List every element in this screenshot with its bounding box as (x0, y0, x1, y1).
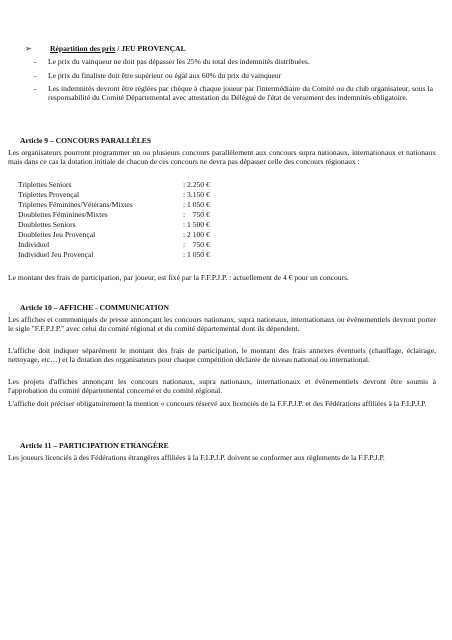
table-row (18, 220, 268, 230)
table-row (18, 240, 268, 250)
article-9-montant: Le montant des frais de participation, par joueur, est fixé par la F.F.P.J.P. : actuellement de 4 € pour un concours. (8, 273, 349, 282)
table-row (18, 250, 268, 260)
article-10-title: Article 10 – AFFICHE - COMMUNICATION (20, 303, 169, 312)
arrow-bullet-icon: ➢ (25, 44, 32, 53)
table-label: Triplettes Provençal (18, 190, 80, 199)
bullet-text: Les indemnités devront être réglées par chèque à chaque joueur par l'intermédiaire du Comité ou du club organisateur, sous la responsabilité du Comité Départemental avec attestation du Délégué de l'état de versement des indemnités obligatoire. (48, 84, 433, 103)
table-row (18, 190, 268, 200)
table-value: : 2 100 € (183, 230, 210, 239)
table-value: : 1 500 € (183, 220, 210, 229)
table-value: : 1 050 € (183, 200, 210, 209)
section-heading-prix: Répartition des prix / JEU PROVENÇAL (50, 44, 186, 53)
article-9-title: Article 9 – CONCOURS PARALLÈLES (20, 136, 152, 145)
table-label: Triplettes Seniors (18, 180, 72, 189)
article-10-paragraph-3: Les projets d'affiches annonçant les concours nationaux, supra nationaux, internationaux et évènementiels devront être soumis à l'approbation du comité départemental concerné et du comité régional. (8, 377, 436, 396)
list-item (34, 57, 434, 67)
table-row (18, 180, 268, 190)
table-row (18, 200, 268, 210)
dash-bullet: - (34, 57, 37, 66)
table-label: Doublettes Jeu Provençal (18, 230, 96, 239)
table-label: Individuel Jeu Provençal (18, 250, 94, 259)
table-value: : 750 € (183, 210, 210, 219)
table-value: : 2.250 € (183, 180, 210, 189)
bullet-text: Le prix du vainqueur ne doit pas dépasser les 25% du total des indemnités distribuées. (48, 57, 310, 66)
table-row (18, 230, 268, 240)
list-item (34, 84, 434, 114)
table-value: : 3.150 € (183, 190, 210, 199)
article-11-paragraph-1: Les joueurs licenciés à des Fédérations étrangères affiliées à la F.I.P.J.P. doivent se conformer aux règlements de la F.F.P.J.P. (8, 453, 385, 462)
table-row (18, 210, 268, 220)
table-value: : 1 050 € (183, 250, 210, 259)
article-9-intro: Les organisateurs pourront programmer un ou plusieurs concours parallèlement aux concours supra nationaux, internationaux et nationaux mais dans ce cas la dotation initiale de chacun de ces concours ne devra pas dépasser celle des concours régionaux : (8, 148, 436, 167)
article-10-paragraph-1: Les affiches et communiqués de presse annonçant les concours nationaux, supra nationaux, internationaux ou évènementiels devront porter le sigle "F.F.P.J.P." avec celui du comité régional et du comité départemental dont ils dépendent. (8, 315, 436, 334)
article-10-paragraph-2: L'affiche doit indiquer séparément le montant des frais de participation, le montant des frais annexes éventuels (chauffage, éclairage, nettoyage, etc…) et la dotation des organisateurs pour chaque compétition déclarée de niveau national ou international. (8, 346, 436, 365)
dash-bullet: - (34, 71, 37, 80)
table-value: : 750 € (183, 240, 210, 249)
list-item (34, 71, 434, 81)
table-label: Doublettes Seniors (18, 220, 76, 229)
article-10-paragraph-4: L'affiche doit préciser obligatoirement la mention « concours réservé aux licenciés de la F.F.P.J.P. et des Fédérations affiliées à la F.I.P.J.P. (8, 399, 427, 408)
dash-bullet: - (34, 84, 37, 93)
table-label: Triplettes Féminines/Vétérans/Mixtes (18, 200, 133, 209)
table-label: Doublettes Féminines/Mixtes (18, 210, 108, 219)
article-11-title: Article 11 – PARTICIPATION ETRANGÈRE (20, 441, 169, 450)
table-label: Individuel (18, 240, 50, 249)
bullet-text: Le prix du finaliste doit être supérieur ou égal aux 60% du prix du vainqueur (48, 71, 282, 80)
